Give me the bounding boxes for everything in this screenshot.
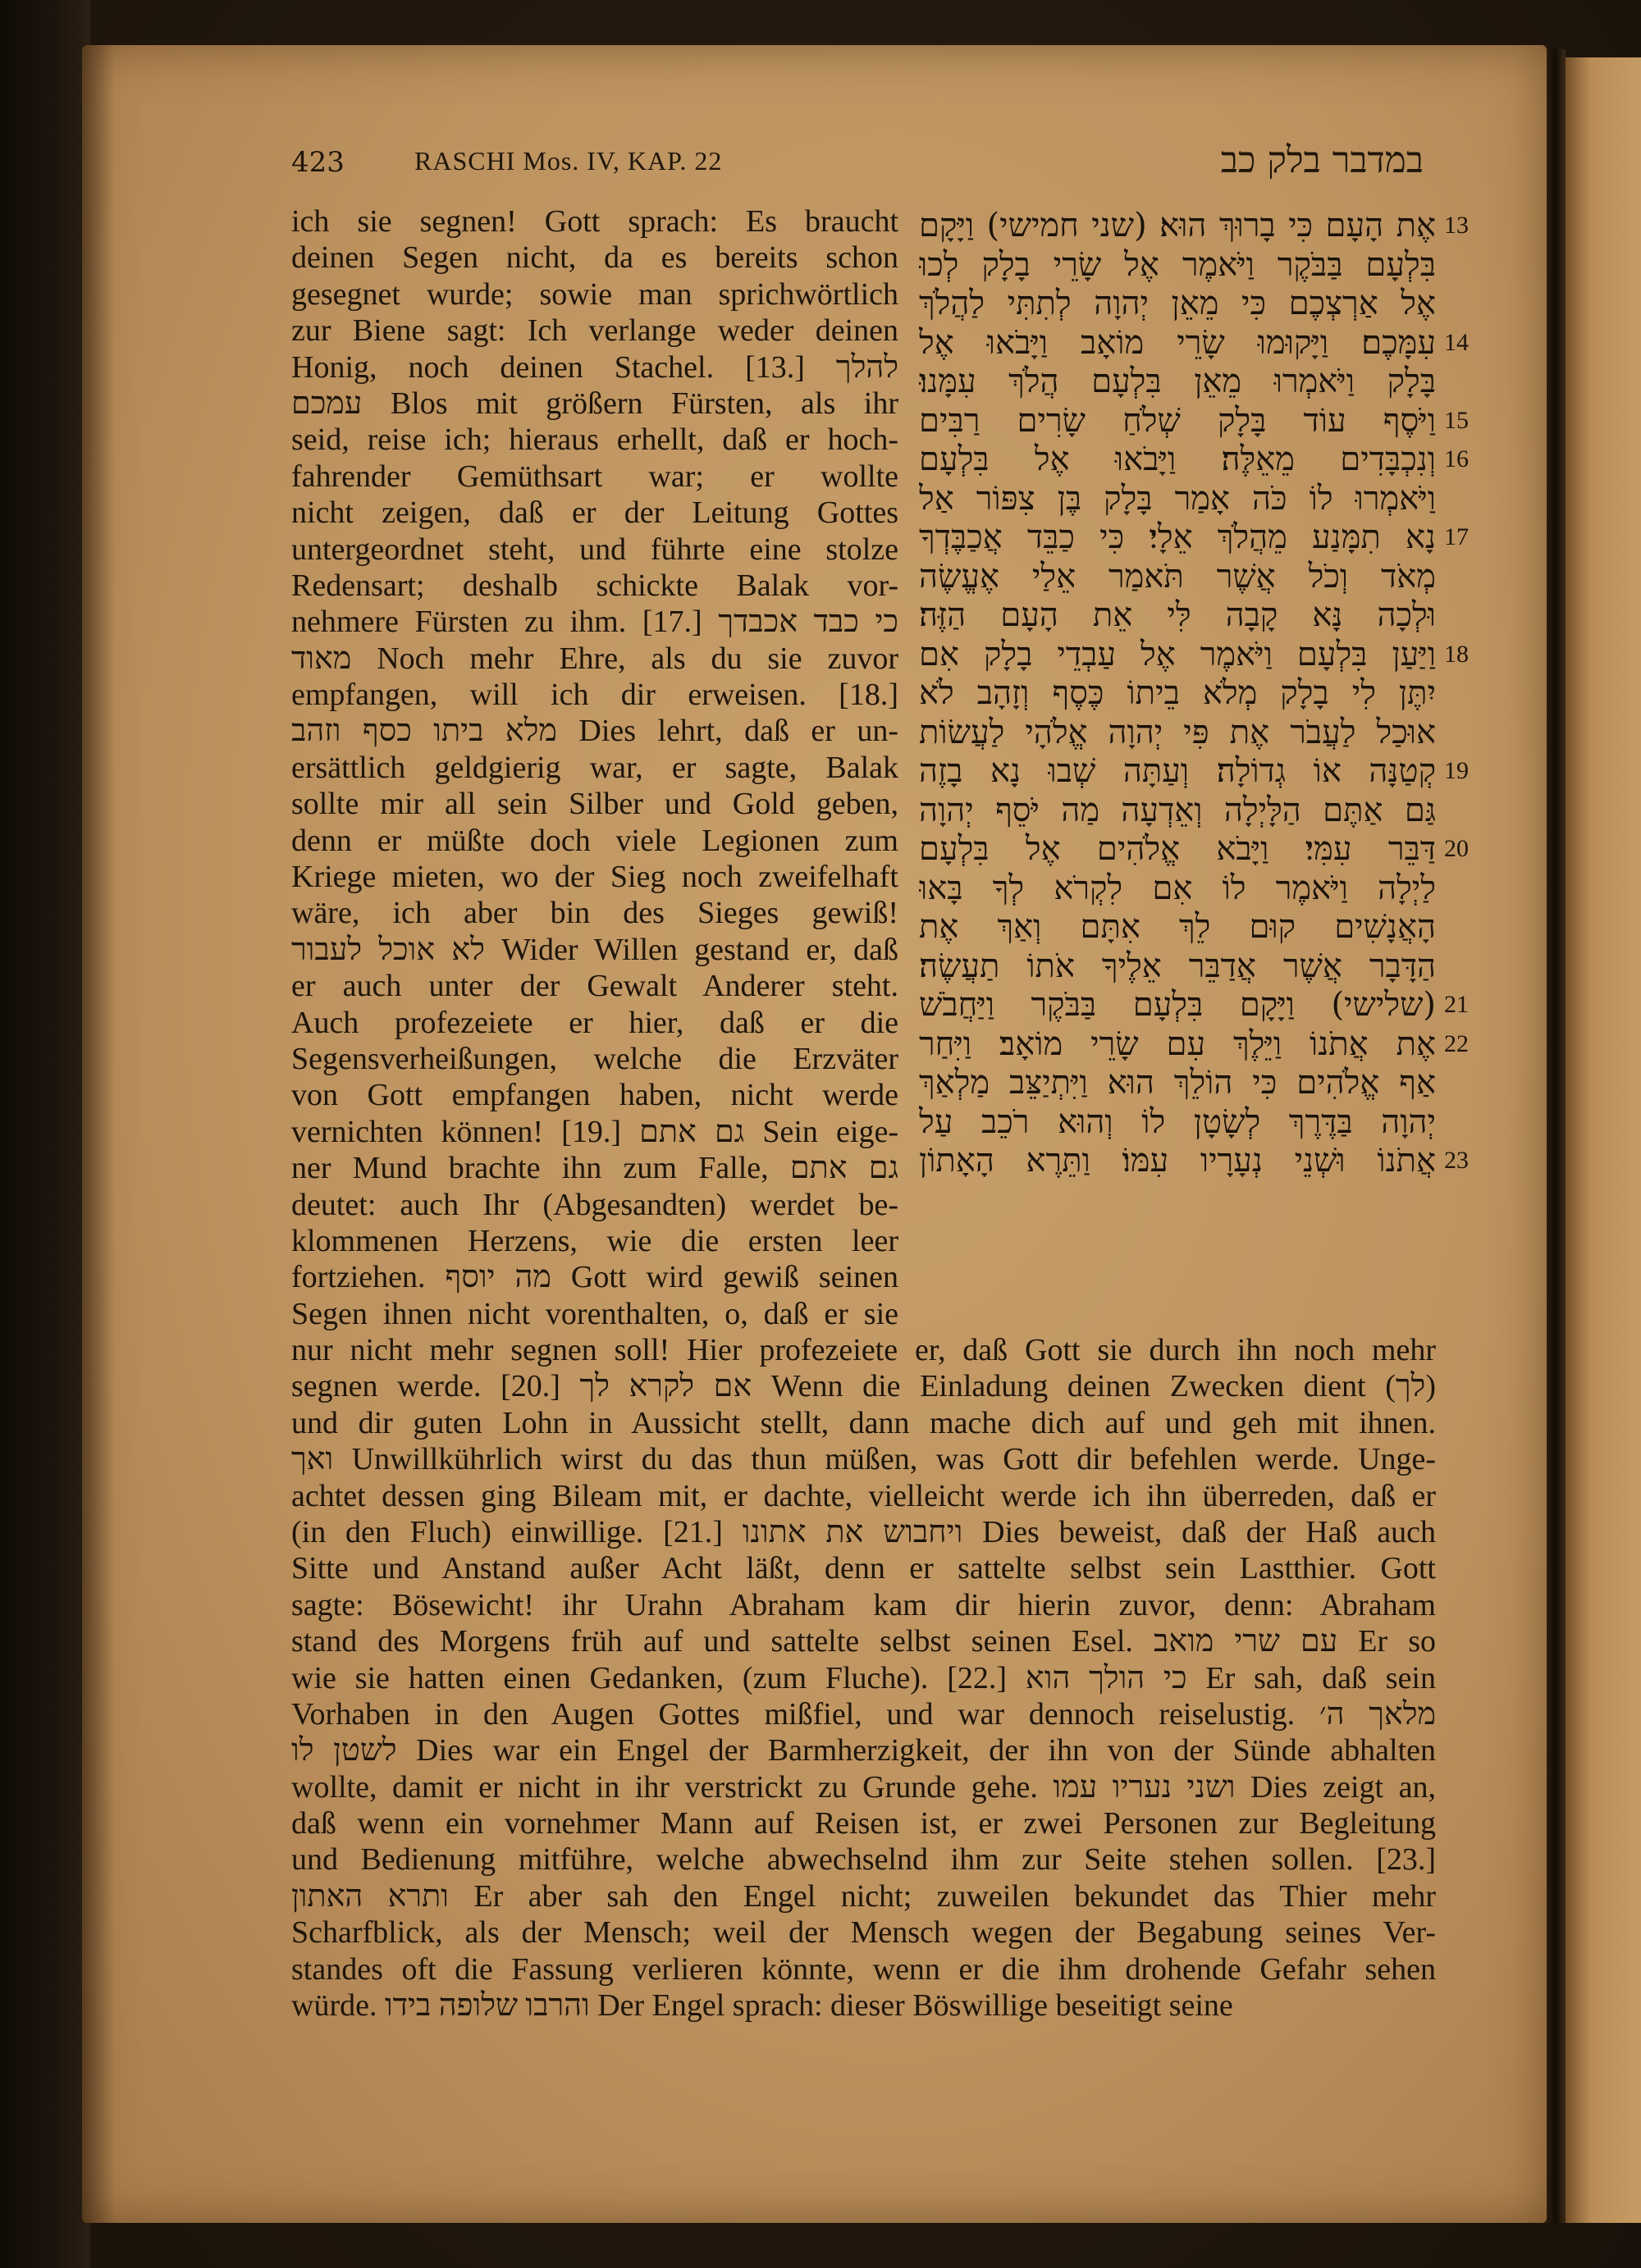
commentary-line: עמכם Blos mit größern Fürsten, als ihr	[291, 386, 898, 421]
hebrew-line: מְאֹד וְכֹל אֲשֶׁר תֹּאמַר אֵלַי אֶעֱשֶׂה	[919, 557, 1436, 596]
page-number: 423	[291, 146, 345, 179]
hebrew-line: הַדָּבָר אֲשֶׁר אֲדַבֵּר אֵלֶיךָ אֹתוֹ תַעֲשֶׂה׃	[919, 947, 1436, 985]
commentary-line: Auch profezeiete er hier, daß er die	[291, 1005, 898, 1040]
hebrew-line: וְנִכְבָּדִים מֵאֵלֶּה׃ וַיָּבֹאוּ אֶל בִּלְעָם	[919, 440, 1436, 478]
commentary-line: לשטן לו Dies war ein Engel der Barmherzigkeit, der ihn von der Sünde abhalten	[291, 1733, 1436, 1768]
verse-number: 18	[1444, 640, 1469, 668]
commentary-line: מאוד Noch mehr Ehre, als du sie zuvor	[291, 641, 898, 676]
verse-number: 15	[1444, 406, 1469, 434]
commentary-line: nehmere Fürsten zu ihm. [17.] כי כבד אכבדך	[291, 605, 898, 640]
commentary-line: לא אוכל לעבור Wider Willen gestand er, daß	[291, 932, 898, 967]
commentary-line: fahrender Gemüthsart war; er wollte	[291, 459, 898, 494]
commentary-full-width	[291, 1332, 1436, 2024]
commentary-line: מלא ביתו כסף וזהב Dies lehrt, daß er un-	[291, 714, 898, 749]
commentary-line: und Bedienung mitführe, welche abwechselnd ihm zur Seite stehen sollen. [23.]	[291, 1842, 1436, 1878]
hebrew-line: בִּלְעָם בַּבֹּקֶר וַיֹּאמֶר אֶל שָׂרֵי בָלָק לְכוּ	[919, 245, 1436, 284]
commentary-line: empfangen, will ich dir erweisen. [18.]	[291, 678, 898, 713]
running-title: RASCHI Mos. IV, KAP. 22	[414, 146, 723, 176]
hebrew-line: עִמָּכֶם׃ וַיָּקוּמוּ שָׂרֵי מוֹאָב וַיָּבֹאוּ אֶל	[919, 323, 1436, 362]
book-cover-edge	[0, 0, 90, 2268]
commentary-line: Honig, noch deinen Stachel. [13.] להלך	[291, 349, 898, 385]
verse-number: 17	[1444, 523, 1469, 550]
commentary-line: stand des Morgens früh auf und sattelte selbst seinen Esel. עם שרי מואב Er so	[291, 1624, 1436, 1659]
commentary-line: Segensverheißungen, welche die Erzväter	[291, 1041, 898, 1076]
hebrew-line: וּלְכָה נָּא קָבָה לִּי אֵת הָעָם הַזֶּה׃	[919, 596, 1436, 634]
hebrew-line: וַיֹּאמְרוּ לוֹ כֹּה אָמַר בָּלָק בֶּן צִפּוֹר אַל	[919, 479, 1436, 518]
commentary-line: daß wenn ein vornehmer Mann auf Reisen ist, er zwei Personen zur Begleitung	[291, 1806, 1436, 1841]
commentary-line: zur Biene sagt: Ich verlange weder deinen	[291, 313, 898, 349]
commentary-line: seid, reise ich; hieraus erhellt, daß er hoch-	[291, 422, 898, 458]
hebrew-line: וַיַּעַן בִּלְעָם וַיֹּאמֶר אֶל עַבְדֵי בָלָק אִם	[919, 635, 1436, 673]
commentary-line: Redensart; deshalb schickte Balak vor-	[291, 568, 898, 603]
commentary-line: nicht zeigen, daß er der Leitung Gottes	[291, 495, 898, 531]
commentary-line: achtet dessen ging Bileam mit, er dachte, vielleicht werde ich ihn überreden, daß er	[291, 1478, 1436, 1513]
hebrew-line: בָּלָק וַיֹּאמְרוּ מֵאֵן בִּלְעָם הֲלֹךְ עִמָּנוּ׃	[919, 363, 1436, 400]
page-header	[291, 139, 1424, 195]
commentary-line: deinen Segen nicht, da es bereits schon	[291, 240, 898, 276]
commentary-line: wollte, damit er nicht in ihr verstrickt zu Grunde gehe. ושני נעריו עמו Dies zeigt an,	[291, 1769, 1436, 1805]
commentary-line: segnen werde. [20.] אם לקרא לך Wenn die Einladung deinen Zwecken dient (לך)	[291, 1369, 1436, 1404]
hebrew-line: נָא תִמָּנַע מֵהֲלֹךְ אֵלָי׃ כִּי כַבֵּד אֲכַבֶּדְךָ	[919, 518, 1436, 556]
verse-number: 21	[1444, 991, 1469, 1018]
hebrew-line: אַף אֱלֹהִים כִּי הוֹלֵךְ הוּא וַיִּתְיַצֵּב מַלְאַךְ	[919, 1064, 1436, 1102]
verse-number: 22	[1444, 1029, 1469, 1057]
commentary-line: ואך Unwillkührlich wirst du das thun müßen, was Gott dir befehlen werde. Unge-	[291, 1442, 1436, 1477]
hebrew-line: יִתֶּן לִי בָלָק מְלֹא בֵיתוֹ כֶּסֶף וְזָהָב לֹא	[919, 674, 1436, 712]
verse-number: 16	[1444, 445, 1469, 472]
hebrew-line: אֶת אֲתֹנוֹ וַיֵּלֶךְ עִם שָׂרֵי מוֹאָב׃ וַיִּחַר	[919, 1024, 1436, 1063]
commentary-line: würde. והרבו שלופה בידו Der Engel sprach: dieser Böswillige beseitigt seine	[291, 1988, 1233, 2024]
commentary-line: denn er müßte doch viele Legionen zum	[291, 823, 898, 858]
commentary-line: ich sie segnen! Gott sprach: Es braucht	[291, 204, 898, 239]
commentary-left-column	[291, 203, 898, 1332]
verse-number: 14	[1444, 328, 1469, 356]
hebrew-line: יְהוָה בַּדֶּרֶךְ לְשָׂטָן לוֹ וְהוּא רֹכֵב עַל	[919, 1102, 1436, 1141]
hebrew-line: וַיֹּסֶף עוֹד בָּלָק שְׁלֹחַ שָׂרִים רַבִּים	[919, 401, 1436, 440]
commentary-line: untergeordnet steht, und führte eine stolze	[291, 532, 898, 567]
page-shadow	[82, 45, 115, 2223]
commentary-line: Segen ihnen nicht vorenthalten, o, daß er sie	[291, 1296, 898, 1331]
commentary-line: vernichten können! [19.] גם אתם Sein eige-	[291, 1114, 898, 1149]
commentary-line: sagte: Bösewicht! ihr Urahn Abraham kam dir hierin zuvor, denn: Abraham	[291, 1587, 1436, 1622]
hebrew-line: (שלישי) וַיָּקָם בִּלְעָם בַּבֹּקֶר וַיַּחֲבֹשׁ	[919, 986, 1436, 1024]
hebrew-running-title: במדבר בלק כב	[1220, 139, 1424, 181]
commentary-line: Scharfblick, als der Mensch; weil der Mensch wegen der Begabung seines Ver-	[291, 1915, 1436, 1951]
commentary-line: sollte mir all sein Silber und Gold geben,	[291, 787, 898, 822]
commentary-line: ersättlich geldgierig war, er sagte, Balak	[291, 750, 898, 785]
hebrew-line: גַּם אַתֶּם הַלָּיְלָה וְאֵדְעָה מַה יֹּסֵף יְהוָה	[919, 791, 1436, 829]
commentary-line: gesegnet wurde; sowie man sprichwörtlich	[291, 276, 898, 312]
commentary-line: Sitte und Anstand außer Acht läßt, denn er sattelte selbst sein Lastthier. Gott	[291, 1551, 1436, 1586]
commentary-line: Kriege mieten, wo der Sieg noch zweifelhaft	[291, 860, 898, 895]
hebrew-line: הָאֲנָשִׁים קוּם לֵךְ אִתָּם וְאַךְ אֶת	[919, 908, 1436, 946]
commentary-line: nur nicht mehr segnen soll! Hier profezeiete er, daß Gott sie durch ihn noch mehr	[291, 1333, 1436, 1367]
commentary-line: er auch unter der Gewalt Anderer steht.	[291, 969, 898, 1004]
hebrew-line: אֶת הָעָם כִּי בָרוּךְ הוּא׃ (שני חמישי) וַיָּקָם	[919, 207, 1436, 244]
commentary-line: wie sie hatten einen Gedanken, (zum Fluche). [22.] כי הולך הוא Er sah, daß sein	[291, 1660, 1436, 1695]
verse-number: 19	[1444, 757, 1469, 784]
commentary-line: ner Mund brachte ihn zum Falle, גם אתם	[291, 1151, 898, 1186]
commentary-line: fortziehen. מה יוסף Gott wird gewiß seinen	[291, 1260, 898, 1295]
hebrew-line: אֲתֹנוֹ וּשְׁנֵי נְעָרָיו עִמּוֹ׃ וַתֵּרֶא הָאָתוֹן	[919, 1142, 1436, 1180]
hebrew-line: אוּכַל לַעֲבֹר אֶת פִּי יְהוָה אֱלֹהָי לַעֲשׂוֹת	[919, 713, 1436, 751]
commentary-line: Vorhaben in den Augen Gottes mißfiel, und war dennoch reiselustig. מלאך ה׳	[291, 1696, 1436, 1732]
commentary-line: standes oft die Fassung verlieren könnte, wenn er die ihm drohende Gefahr sehen	[291, 1951, 1436, 1987]
hebrew-line: קְטַנָּה אוֹ גְדוֹלָה׃ וְעַתָּה שְׁבוּ נָא בָזֶה	[919, 752, 1436, 790]
commentary-line: und dir guten Lohn in Aussicht stellt, dann mache dich auf und geh mit ihnen.	[291, 1405, 1436, 1440]
commentary-line: klommenen Herzens, wie die ersten leer	[291, 1223, 898, 1258]
verse-number: 20	[1444, 835, 1469, 862]
commentary-line: wäre, ich aber bin des Sieges gewiß!	[291, 896, 898, 931]
hebrew-line: דַּבֵּר עִמִּי׃ וַיָּבֹא אֱלֹהִים אֶל בִּלְעָם	[919, 830, 1436, 868]
hebrew-line: אֶל אַרְצְכֶם כִּי מֵאֵן יְהוָה לְתִתִּי לַהֲלֹךְ	[919, 285, 1436, 322]
verse-number: 13	[1444, 212, 1469, 239]
hebrew-bible-text	[919, 207, 1436, 1181]
commentary-line: ותרא האתון Er aber sah den Engel nicht; zuweilen bekundet das Thier mehr	[291, 1878, 1436, 1914]
verse-number: 23	[1444, 1147, 1469, 1174]
commentary-line: (in den Fluch) einwillige. [21.] ויחבוש את אתונו Dies beweist, daß der Haß auch	[291, 1514, 1436, 1549]
facing-page-edge	[1563, 57, 1641, 2223]
hebrew-line: לַיְלָה וַיֹּאמֶר לוֹ אִם לִקְרֹא לְךָ בָּאוּ	[919, 869, 1436, 907]
commentary-line: deutet: auch Ihr (Abgesandten) werdet be-	[291, 1187, 898, 1222]
commentary-line: von Gott empfangen haben, nicht werde	[291, 1078, 898, 1113]
